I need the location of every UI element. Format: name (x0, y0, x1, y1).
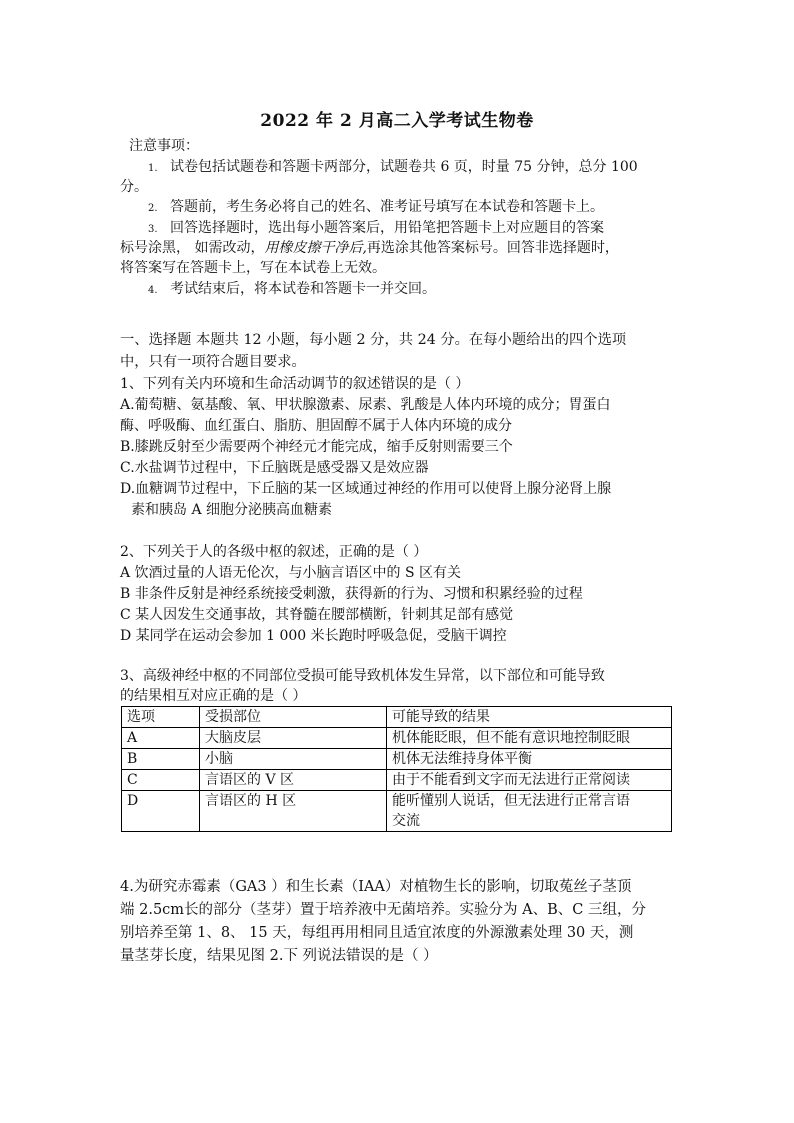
table-row (122, 791, 672, 832)
table-header-row (122, 707, 672, 728)
list-number: 1. (148, 163, 158, 174)
question-2-stem: 2、下列关于人的各级中枢的叙述，正确的是（ ） (120, 544, 428, 560)
notice-item-4 (148, 279, 708, 301)
question-4-line-1: 4.为研究赤霉素（GA3 ）和生长素（IAA）对植物生长的影响，切取菟丝子茎顶 (120, 879, 632, 895)
text-run: 再选涂其他答案标号。回答非选择题时， (366, 240, 619, 256)
list-text: 考试结束后，将本试卷和答题卡一并交回。 (170, 281, 436, 297)
list-text: 回答选择题时，选出每小题答案后，用铅笔把答题卡上对应题目的答案 (170, 220, 604, 236)
question-4-line-3: 别培养至第 1、8、 15 天，每组再用相同且适宜浓度的外源激素处理 30 天，测 (120, 925, 634, 941)
table-header-cell: 受损部位 (200, 707, 387, 728)
question-1-option-d-cont: 素和胰岛 A 细胞分泌胰高血糖素 (131, 502, 333, 518)
notice-heading: 注意事项： (129, 138, 199, 154)
notice-item-3-cont2: 将答案写在答题卡上，写在本试卷上无效。 (120, 260, 386, 276)
page-title: 2022 年 2 月高二入学考试生物卷 (260, 111, 534, 131)
table-cell: 机体能眨眼，但不能有意识地控制眨眼 (387, 728, 672, 749)
question-4-line-2: 端 2.5cm长的部分（茎芽）置于培养液中无菌培养。实验分为 A、B、C 三组，分 (120, 902, 646, 918)
table-header-cell: 可能导致的结果 (387, 707, 672, 728)
notice-item-3-cont (120, 238, 680, 258)
question-2-option-b: B 非条件反射是神经系统接受刺激，获得新的行为、习惯和积累经验的过程 (120, 586, 583, 602)
list-number: 3. (148, 224, 158, 235)
table-cell: C (122, 770, 200, 791)
cell-line: 能听懂别人说话，但无法进行正常言语 (392, 793, 630, 809)
table-cell: 大脑皮层 (200, 728, 387, 749)
list-text: 试卷包括试题卷和答题卡两部分，试题卷共 6 页，时量 75 分钟，总分 100 (170, 159, 638, 175)
table-row (122, 749, 672, 770)
question-2-option-d: D 某同学在运动会参加 1 000 米长跑时呼吸急促，受脑干调控 (120, 628, 507, 644)
question-1-option-a-cont: 酶、呼吸酶、血红蛋白、脂肪、胆固醇不属于人体内环境的成分 (120, 418, 512, 434)
table-cell: 言语区的 V 区 (200, 770, 387, 791)
question-1-option-b: B.膝跳反射至少需要两个神经元才能完成，缩手反射则需要三个 (120, 439, 513, 455)
cell-line: 交流 (392, 813, 420, 829)
notice-item-2 (148, 197, 708, 219)
question-3-stem-cont: 的结果相互对应正确的是（ ） (120, 688, 307, 704)
table-cell: 由于不能看到文字而无法进行正常阅读 (387, 770, 672, 791)
question-2-option-a: A 饮酒过量的人语无伦次，与小脑言语区中的 S 区有关 (120, 565, 462, 581)
table-cell: 机体无法维持身体平衡 (387, 749, 672, 770)
question-1-option-a: A.葡萄糖、氨基酸、氧、甲状腺激素、尿素、乳酸是人体内环境的成分；胃蛋白 (120, 397, 611, 413)
section-heading: 一、选择题 本题共 12 小题，每小题 2 分，共 24 分。在每小题给出的四个选项 (120, 332, 627, 348)
notice-item-1-cont: 分。 (120, 179, 148, 195)
notice-item-3 (148, 218, 708, 240)
table-cell: 小脑 (200, 749, 387, 770)
question-3-table (121, 706, 672, 832)
list-text: 答题前，考生务必将自己的姓名、准考证号填写在本试卷和答题卡上。 (170, 199, 604, 215)
table-cell: A (122, 728, 200, 749)
list-number: 4. (148, 285, 158, 296)
table-cell: 言语区的 H 区 (200, 791, 387, 832)
text-run: 标号涂黑， 如需改动， (120, 240, 265, 256)
table-cell: B (122, 749, 200, 770)
table-row (122, 770, 672, 791)
italic-text-run: 用橡皮擦干净后, (264, 240, 367, 256)
table-cell (387, 791, 672, 832)
question-1-option-d: D.血糖调节过程中，下丘脑的某一区域通过神经的作用可以使肾上腺分泌肾上腺 (120, 481, 612, 497)
question-2-option-c: C 某人因发生交通事故，其脊髓在腰部横断，针刺其足部有感觉 (120, 607, 514, 623)
table-cell: D (122, 791, 200, 832)
table-header-cell: 选项 (122, 707, 200, 728)
question-1-stem: 1、下列有关内环境和生命活动调节的叙述错误的是（ ） (120, 376, 470, 392)
table-row (122, 728, 672, 749)
question-4-line-4: 量茎芽长度，结果见图 2.下 列说法错误的是（ ） (120, 948, 438, 964)
list-number: 2. (148, 203, 158, 214)
notice-item-1 (148, 157, 708, 179)
question-1-option-c: C.水盐调节过程中，下丘脑既是感受器又是效应器 (120, 460, 429, 476)
section-heading-cont: 中，只有一项符合题目要求。 (120, 354, 306, 370)
question-3-stem: 3、高级神经中枢的不同部位受损可能导致机体发生异常，以下部位和可能导致 (120, 668, 605, 684)
